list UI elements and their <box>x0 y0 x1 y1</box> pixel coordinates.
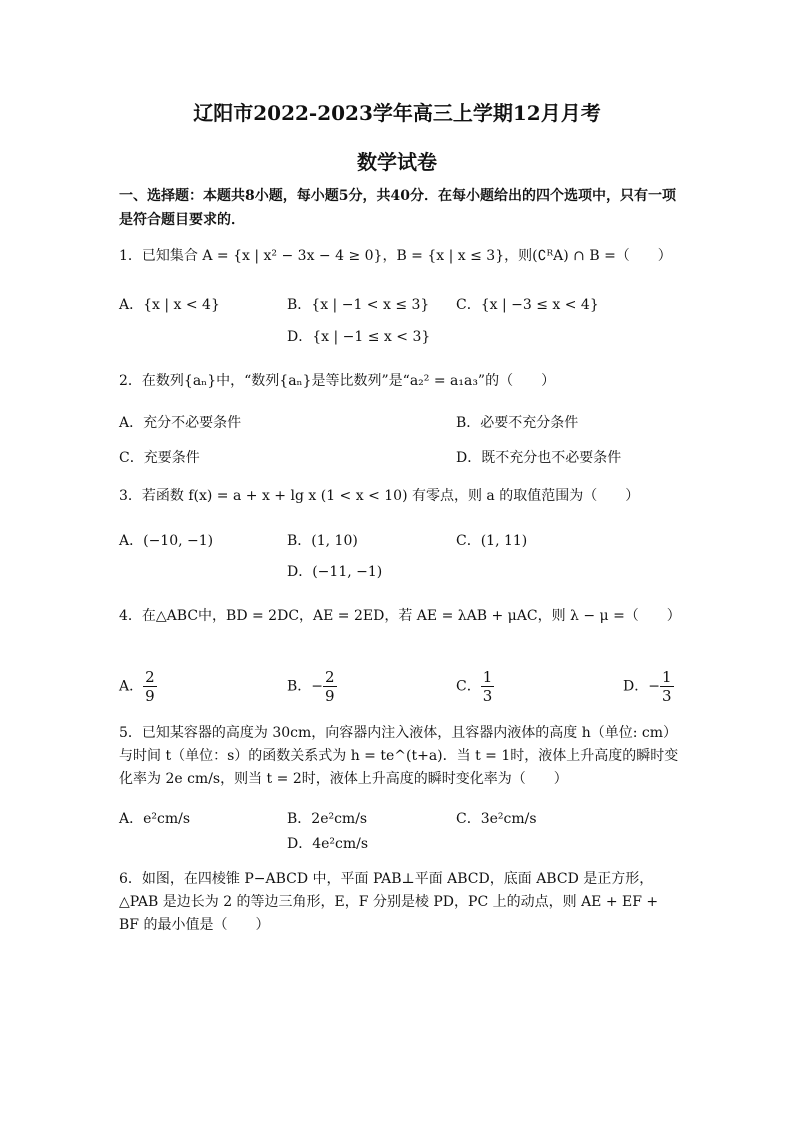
q5-option-c: C．3e²cm/s <box>456 811 537 827</box>
q2-option-d: D．既不充分也不必要条件 <box>456 450 622 466</box>
q4-option-c-label: C． <box>456 678 481 695</box>
question-3-stem: 3．若函数 f(x) = a + x + lg x (1 < x < 10) 有零点，则 a 的取值范围为（ ） <box>119 488 640 504</box>
q5-option-b: B．2e²cm/s <box>287 811 368 827</box>
exam-subtitle: 数学试卷 <box>357 150 437 174</box>
q4-option-d-label: D．− <box>623 678 660 695</box>
q4-option-a <box>119 668 157 705</box>
question-4-stem: 4．在△ABC中，BD = 2DC，AE = 2ED，若 AE = λAB + μAC，则 λ − μ =（ ） <box>119 608 681 624</box>
fraction-denominator: 3 <box>661 687 672 705</box>
fraction <box>481 668 495 705</box>
question-2-stem: 2．在数列{aₙ}中，“数列{aₙ}是等比数列”是“a₂² = a₁a₃”的（ ） <box>119 373 556 389</box>
fraction-numerator: 2 <box>145 668 155 686</box>
q3-option-a: A．(−10, −1) <box>119 533 214 549</box>
q4-option-d <box>623 668 674 705</box>
fraction-numerator: 1 <box>482 668 493 686</box>
q3-option-c: C．(1, 11) <box>456 533 528 549</box>
q1-option-c: C．{x | −3 ≤ x < 4} <box>456 297 599 313</box>
q2-option-b: B．必要不充分条件 <box>456 415 579 431</box>
q3-option-b: B．(1, 10) <box>287 533 358 549</box>
q4-option-c <box>456 668 494 705</box>
q4-option-b-label: B．− <box>287 678 324 695</box>
q1-option-d: D．{x | −1 ≤ x < 3} <box>287 329 431 345</box>
q3-option-d: D．(−11, −1) <box>287 564 383 580</box>
q2-option-a: A．充分不必要条件 <box>119 415 242 431</box>
fraction <box>323 668 337 705</box>
q5-option-a: A．e²cm/s <box>119 811 191 827</box>
q4-option-b <box>287 668 337 705</box>
q1-option-b: B．{x | −1 < x ≤ 3} <box>287 297 430 313</box>
q4-option-a-label: A． <box>119 678 144 695</box>
q5-option-d: D．4e²cm/s <box>287 836 369 852</box>
section-heading: 一、选择题：本题共8小题，每小题5分，共40分．在每小题给出的四个选项中，只有一项是符合题目要求的． <box>119 188 676 228</box>
fraction-numerator: 1 <box>661 668 672 686</box>
fraction-denominator: 9 <box>325 687 335 705</box>
q1-option-a: A．{x | x < 4} <box>119 297 220 313</box>
q2-option-c: C．充要条件 <box>119 450 200 466</box>
question-1-stem: 1．已知集合 A = {x | x² − 3x − 4 ≥ 0}，B = {x | x ≤ 3}，则(∁ᴿA) ∩ B =（ ） <box>119 248 672 264</box>
question-6-stem: 6．如图，在四棱锥 P−ABCD 中，平面 PAB⊥平面 ABCD，底面 ABCD 是正方形，△PAB 是边长为 2 的等边三角形，E，F 分别是棱 PD，PC 上的动点，则 AE + EF + BF 的最小值是（ ） <box>119 871 659 933</box>
exam-title: 辽阳市2022-2023学年高三上学期12月月考 <box>193 101 601 125</box>
fraction-denominator: 3 <box>482 687 493 705</box>
question-5-stem: 5．已知某容器的高度为 30cm，向容器内注入液体，且容器内液体的高度 h（单位: cm）与时间 t（单位：s）的函数关系式为 h = te^(t+a)．当 t = 1时，液体上升高度的瞬时变化率为 2e cm/s，则当 t = 2时，液体上升高度的瞬时变化率为（ ） <box>119 725 679 787</box>
fraction <box>660 668 674 705</box>
fraction-numerator: 2 <box>325 668 335 686</box>
fraction-denominator: 9 <box>145 687 155 705</box>
fraction <box>143 668 157 705</box>
